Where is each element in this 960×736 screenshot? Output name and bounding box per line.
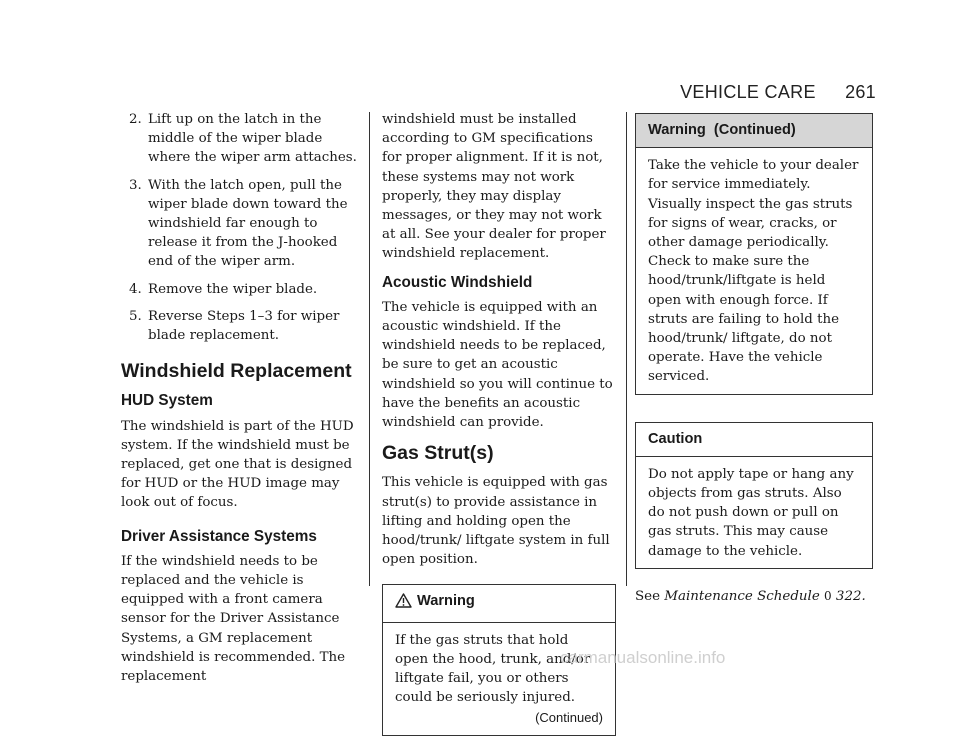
page-number: 261 — [845, 82, 876, 102]
heading-acoustic-windshield: Acoustic Windshield — [382, 273, 533, 291]
steps-list — [121, 110, 361, 345]
caution-text: Do not apply tape or hang any objects from gas struts. Also do not push down or pull on gas struts. This may cause damage to the vehicle. — [648, 466, 854, 559]
list-item — [121, 280, 361, 299]
warning-continued-body — [636, 148, 872, 393]
see-reference — [635, 587, 873, 606]
list-item — [121, 176, 361, 272]
step-text: Lift up on the latch in the middle of the wiper blade where the wiper arm attaches. — [148, 112, 357, 166]
das-paragraph: If the windshield needs to be replaced and the vehicle is equipped with a front camera sensor for the Driver Assistance Systems, a GM replacement windshield is recommended. The replacement — [121, 553, 346, 685]
acoustic-paragraph: The vehicle is equipped with an acoustic windshield. If the windshield needs to be replaced, be sure to get an acoustic windshield so you will continue to have the benefits an acoustic windshield can provide. — [382, 299, 613, 431]
warning-continued-box — [635, 113, 873, 395]
step-text: Remove the wiper blade. — [148, 281, 318, 297]
heading-gas-struts: Gas Strut(s) — [382, 442, 494, 465]
warning-continued-header: Warning (Continued) — [636, 114, 872, 148]
list-item — [121, 307, 361, 345]
see-prefix: See — [635, 588, 661, 604]
column-divider-1 — [369, 112, 370, 586]
warning-text: If the gas struts that hold open the hood, trunk, and/or liftgate fail, you or others could be seriously injured. — [395, 632, 591, 706]
caution-box — [635, 422, 873, 569]
continued-label: (Continued) — [535, 710, 603, 726]
warning-title: Warning — [417, 593, 475, 610]
step-text: Reverse Steps 1–3 for wiper blade replacement. — [148, 308, 340, 344]
warning-body — [383, 623, 615, 735]
continued-paragraph: windshield must be installed according to GM specifications for proper alignment. If it is not, these systems may not work properly, they may display messages, or they may not work at all. See your dealer for proper windshield replacement. — [382, 112, 606, 262]
warning-continued-text: Take the vehicle to your dealer for service immediately. Visually inspect the gas struts for signs of wear, cracks, or other damage periodically. Check to make sure the hood/trunk/liftgate is held open with enough force. If struts are failing to hold the hood/trunk/ liftgate, do not operate. Have the vehicle serviced. — [648, 158, 859, 385]
step-number: 5. — [129, 308, 142, 324]
gas-paragraph: This vehicle is equipped with gas strut(s) to provide assistance in lifting and holding open the hood/trunk/ liftgate system in full open position. — [382, 475, 610, 568]
step-number: 2. — [129, 112, 142, 127]
page-header — [680, 82, 876, 103]
page-ref-arrow: 0 — [824, 588, 832, 603]
column-divider-2 — [626, 112, 627, 586]
step-number: 3. — [129, 177, 142, 193]
caution-header: Caution — [636, 423, 872, 457]
heading-hud-system: HUD System — [121, 392, 213, 410]
watermark: carmanualsonline.info — [560, 648, 726, 667]
step-number: 4. — [129, 281, 142, 297]
heading-driver-assistance: Driver Assistance Systems — [121, 527, 317, 545]
step-text: With the latch open, pull the wiper blade down toward the windshield far enough to release it from the J-hooked end of the wiper arm. — [148, 177, 348, 270]
column-3 — [635, 110, 873, 606]
column-2 — [382, 110, 616, 736]
warning-triangle-icon — [395, 593, 412, 614]
see-page-number: 322. — [835, 588, 866, 604]
heading-windshield-replacement: Windshield Replacement — [121, 360, 352, 383]
list-item — [121, 110, 361, 168]
warning-header — [383, 585, 615, 622]
column-1 — [121, 110, 361, 686]
hud-paragraph: The windshield is part of the HUD system. If the windshield must be replaced, get one that is designed for HUD or the HUD image may look out of focus. — [121, 418, 354, 511]
section-title: VEHICLE CARE — [680, 82, 816, 102]
caution-body — [636, 457, 872, 568]
maintenance-schedule-link[interactable]: Maintenance Schedule — [664, 588, 820, 604]
